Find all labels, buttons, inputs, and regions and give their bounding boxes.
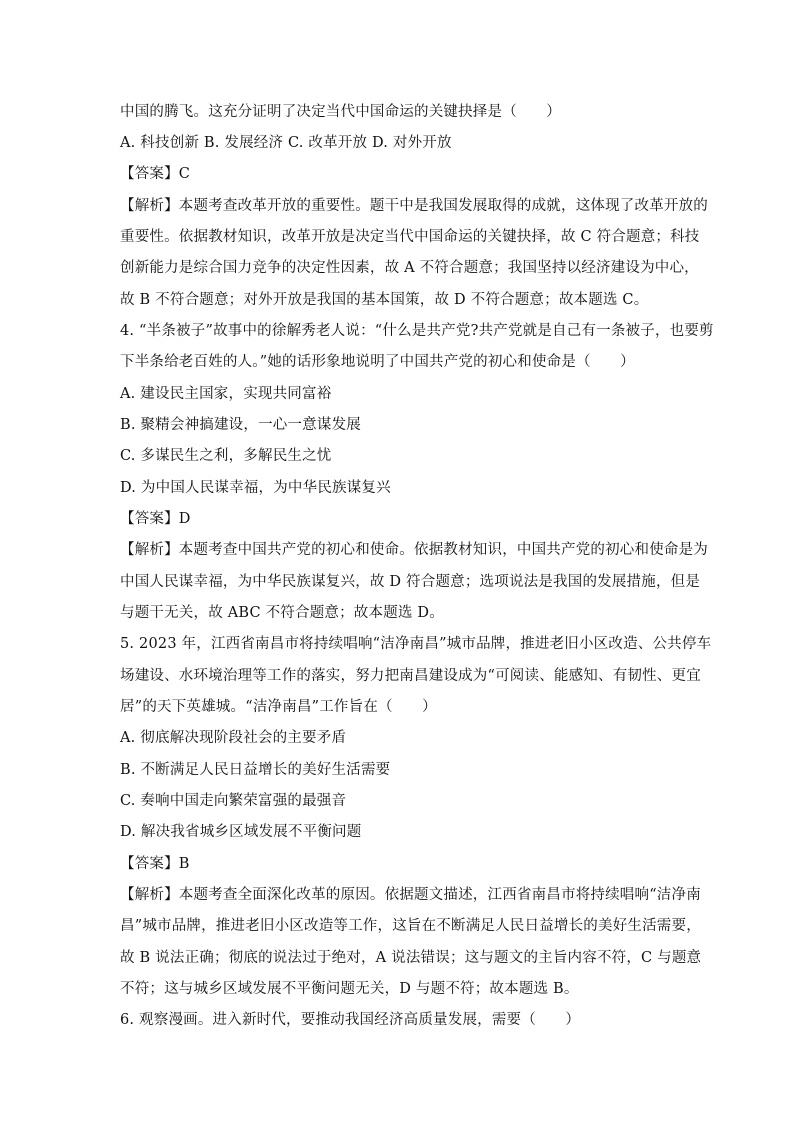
question-5-option-a: A. 彻底解决现阶段社会的主要矛盾: [120, 730, 347, 746]
question-6-stem: 6. 观察漫画。进入新时代，要推动我国经济高质量发展，需要（ ）: [120, 1012, 581, 1028]
question-3-answer: 【答案】C: [120, 166, 191, 182]
question-4-stem-line-2: 下半条给老百姓的人。”她的话形象地说明了中国共产党的初心和使命是（ ）: [120, 354, 635, 370]
question-4-stem-line-1: 4. “半条被子”故事中的徐解秀老人说：“什么是共产党?共产党就是自己有一条被子，也要剪: [120, 323, 714, 339]
question-5-option-b: B. 不断满足人民日益增长的美好生活需要: [120, 762, 391, 778]
question-4-option-a: A. 建设民主国家，实现共同富裕: [120, 386, 332, 402]
question-3-analysis-line-2: 重要性。依据教材知识，改革开放是决定当代中国命运的关键抉择，故 C 符合题意；科技: [120, 229, 700, 245]
question-5-analysis-line-1: 【解析】本题考查全面深化改革的原因。依据题文描述，江西省南昌市将持续唱响“洁净南: [120, 887, 701, 903]
question-4-option-d: D. 为中国人民谋幸福，为中华民族谋复兴: [120, 480, 391, 496]
question-4-analysis-line-2: 中国人民谋幸福，为中华民族谋复兴，故 D 符合题意；选项说法是我国的发展措施，但是: [120, 574, 701, 590]
question-5-analysis-line-2: 昌”城市品牌，推进老旧小区改造等工作，这旨在不断满足人民日益增长的美好生活需要，: [120, 918, 701, 934]
question-3-analysis-line-3: 创新能力是综合国力竞争的决定性因素，故 A 不符合题意；我国坚持以经济建设为中心，: [120, 260, 699, 276]
question-5-option-c: C. 奏响中国走向繁荣富强的最强音: [120, 793, 347, 809]
question-5-analysis-line-3: 故 B 说法正确；彻底的说法过于绝对，A 说法错误；这与题文的主旨内容不符，C 与题意: [120, 950, 702, 966]
question-4-option-b: B. 聚精会神搞建设，一心一意谋发展: [120, 417, 361, 433]
question-4-answer: 【答案】D: [120, 511, 191, 527]
question-5-stem-line-2: 场建设、水环境治理等工作的落实，努力把南昌建设成为“可阅读、能感知、有韧性、更宜: [120, 668, 701, 684]
question-5-stem-line-1: 5. 2023 年，江西省南昌市将持续唱响“洁净南昌”城市品牌，推进老旧小区改造、公共停车: [120, 636, 712, 652]
question-4-option-c: C. 多谋民生之利，多解民生之忧: [120, 448, 332, 464]
question-3-analysis-line-4: 故 B 不符合题意；对外开放是我国的基本国策，故 D 不符合题意；故本题选 C。: [120, 292, 649, 308]
question-5-answer: 【答案】B: [120, 856, 190, 872]
question-5-analysis-line-4: 不符；这与城乡区域发展不平衡问题无关，D 与题不符；故本题选 B。: [120, 981, 579, 997]
question-3-analysis-line-1: 【解析】本题考查改革开放的重要性。题干中是我国发展取得的成就，这体现了改革开放的: [120, 198, 708, 214]
question-4-analysis-line-3: 与题干无关，故 ABC 不符合题意；故本题选 D。: [120, 605, 444, 621]
question-3-options: A. 科技创新 B. 发展经济 C. 改革开放 D. 对外开放: [120, 135, 452, 151]
question-4-analysis-line-1: 【解析】本题考查中国共产党的初心和使命。依据教材知识，中国共产党的初心和使命是为: [120, 542, 708, 558]
question-3-stem-continuation: 中国的腾飞。这充分证明了决定当代中国命运的关键抉择是（ ）: [120, 104, 561, 120]
question-5-stem-line-3: 居”的天下英雄城。“洁净南昌”工作旨在（ ）: [120, 699, 437, 715]
question-5-option-d: D. 解决我省城乡区域发展不平衡问题: [120, 824, 362, 840]
